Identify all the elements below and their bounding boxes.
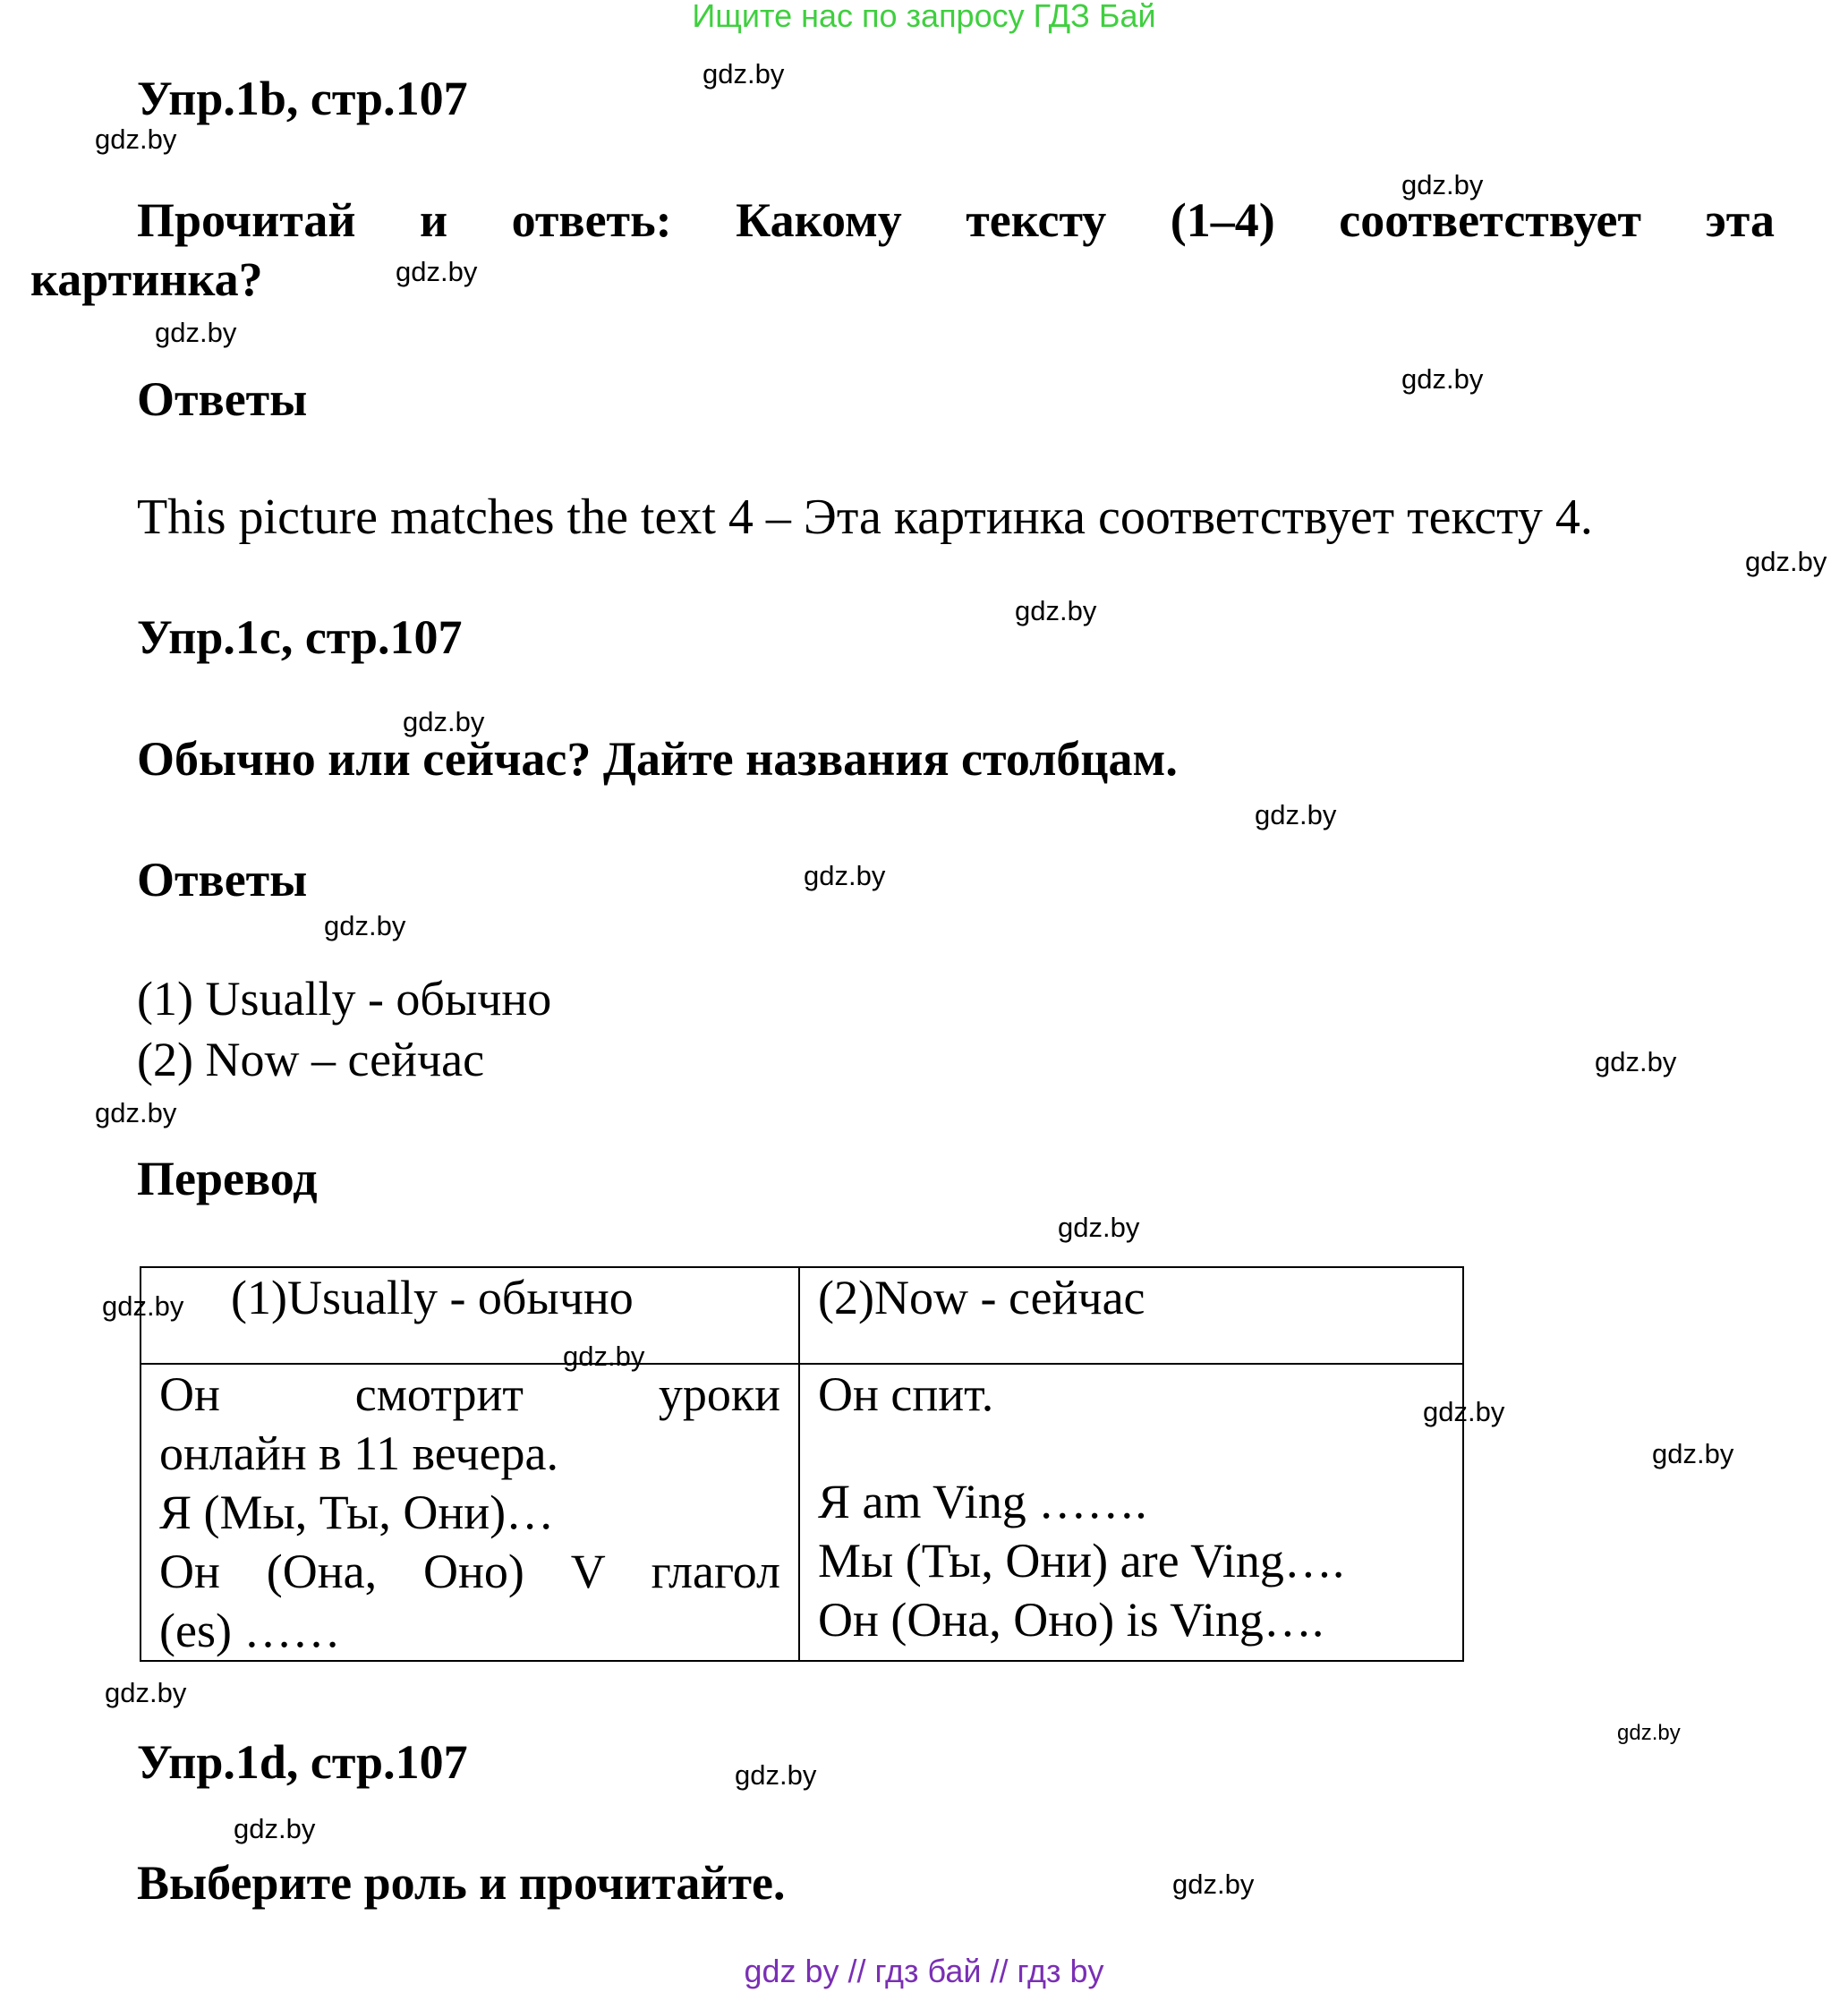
- cell-line: Он спит.: [818, 1367, 994, 1421]
- watermark: gdz.by: [403, 706, 485, 737]
- exercise-1b-question-line1: Прочитай и ответь: Какому тексту (1–4) соответствует эта: [137, 193, 1775, 247]
- cell-line: онлайн в 11 вечера.: [159, 1426, 559, 1480]
- table-cell-now: [799, 1364, 1463, 1661]
- watermark: gdz.by: [155, 317, 237, 348]
- watermark: gdz.by: [1255, 799, 1337, 830]
- exercise-1b-title: Упр.1b, стр.107: [137, 72, 468, 125]
- exercise-1c-answers-label: Ответы: [137, 853, 308, 907]
- cell-line: Мы (Ты, Они) are Ving….: [818, 1534, 1345, 1588]
- exercise-1b-question-line2: картинка?: [30, 252, 263, 306]
- exercise-1d-question: Выберите роль и прочитайте.: [137, 1856, 786, 1910]
- watermark: gdz.by: [95, 1097, 177, 1128]
- watermark: gdz.by: [1172, 1869, 1255, 1900]
- watermark: gdz.by: [1401, 169, 1484, 200]
- exercise-1b-answers-label: Ответы: [137, 372, 308, 426]
- cell-line: Я am Ving …….: [818, 1475, 1147, 1528]
- table-header-usually: (1)Usually - обычно: [141, 1267, 799, 1364]
- watermark: gdz.by: [102, 1290, 184, 1322]
- exercise-1c-title: Упр.1c, стр.107: [137, 610, 463, 664]
- exercise-1d-title: Упр.1d, стр.107: [137, 1735, 468, 1789]
- exercise-1b-answer: This picture matches the text 4 – Эта картинка соответствует тексту 4.: [137, 489, 1593, 545]
- search-banner: Ищите нас по запросу ГДЗ Бай: [692, 0, 1156, 34]
- watermark: gdz.by: [1401, 363, 1484, 395]
- watermark: gdz.by: [105, 1677, 187, 1708]
- watermark: gdz.by: [396, 256, 478, 287]
- cell-line: Он смотрит уроки: [159, 1367, 780, 1421]
- watermark: gdz.by: [1058, 1212, 1140, 1243]
- watermark: gdz.by: [735, 1759, 817, 1791]
- cell-line: Он (Она, Оно) is Ving….: [818, 1593, 1324, 1647]
- watermark: gdz.by: [703, 58, 785, 89]
- table-header-row: [141, 1267, 1463, 1364]
- watermark: gdz.by: [1595, 1046, 1677, 1077]
- exercise-1c-answer-line2: (2) Now – сейчас: [137, 1033, 485, 1086]
- translation-table: [140, 1266, 1464, 1662]
- watermark: gdz.by: [1617, 1721, 1681, 1745]
- watermark: gdz.by: [1745, 546, 1827, 577]
- cell-line: (es) ……: [159, 1604, 341, 1657]
- table-cell-usually: [141, 1364, 799, 1661]
- watermark: gdz.by: [234, 1813, 316, 1844]
- watermark: gdz.by: [804, 860, 886, 891]
- watermark: gdz.by: [95, 123, 177, 155]
- cell-line: Я (Мы, Ты, Они)…: [159, 1485, 555, 1539]
- cell-line: Он (Она, Оно) V глагол: [159, 1545, 780, 1598]
- footer-links: gdz by // гдз бай // гдз by: [744, 1953, 1104, 1989]
- exercise-1b-question: [30, 191, 1775, 309]
- watermark: gdz.by: [1015, 595, 1097, 626]
- exercise-1c-answer-line1: (1) Usually - обычно: [137, 972, 552, 1026]
- watermark: gdz.by: [563, 1341, 645, 1372]
- watermark: gdz.by: [1652, 1438, 1734, 1469]
- exercise-1c-question: Обычно или сейчас? Дайте названия столбцам.: [137, 732, 1178, 786]
- table-header-now: (2)Now - сейчас: [799, 1267, 1463, 1364]
- table-row: [141, 1364, 1463, 1661]
- watermark: gdz.by: [1423, 1396, 1505, 1427]
- exercise-1c-translation-label: Перевод: [137, 1152, 318, 1205]
- watermark: gdz.by: [324, 910, 406, 941]
